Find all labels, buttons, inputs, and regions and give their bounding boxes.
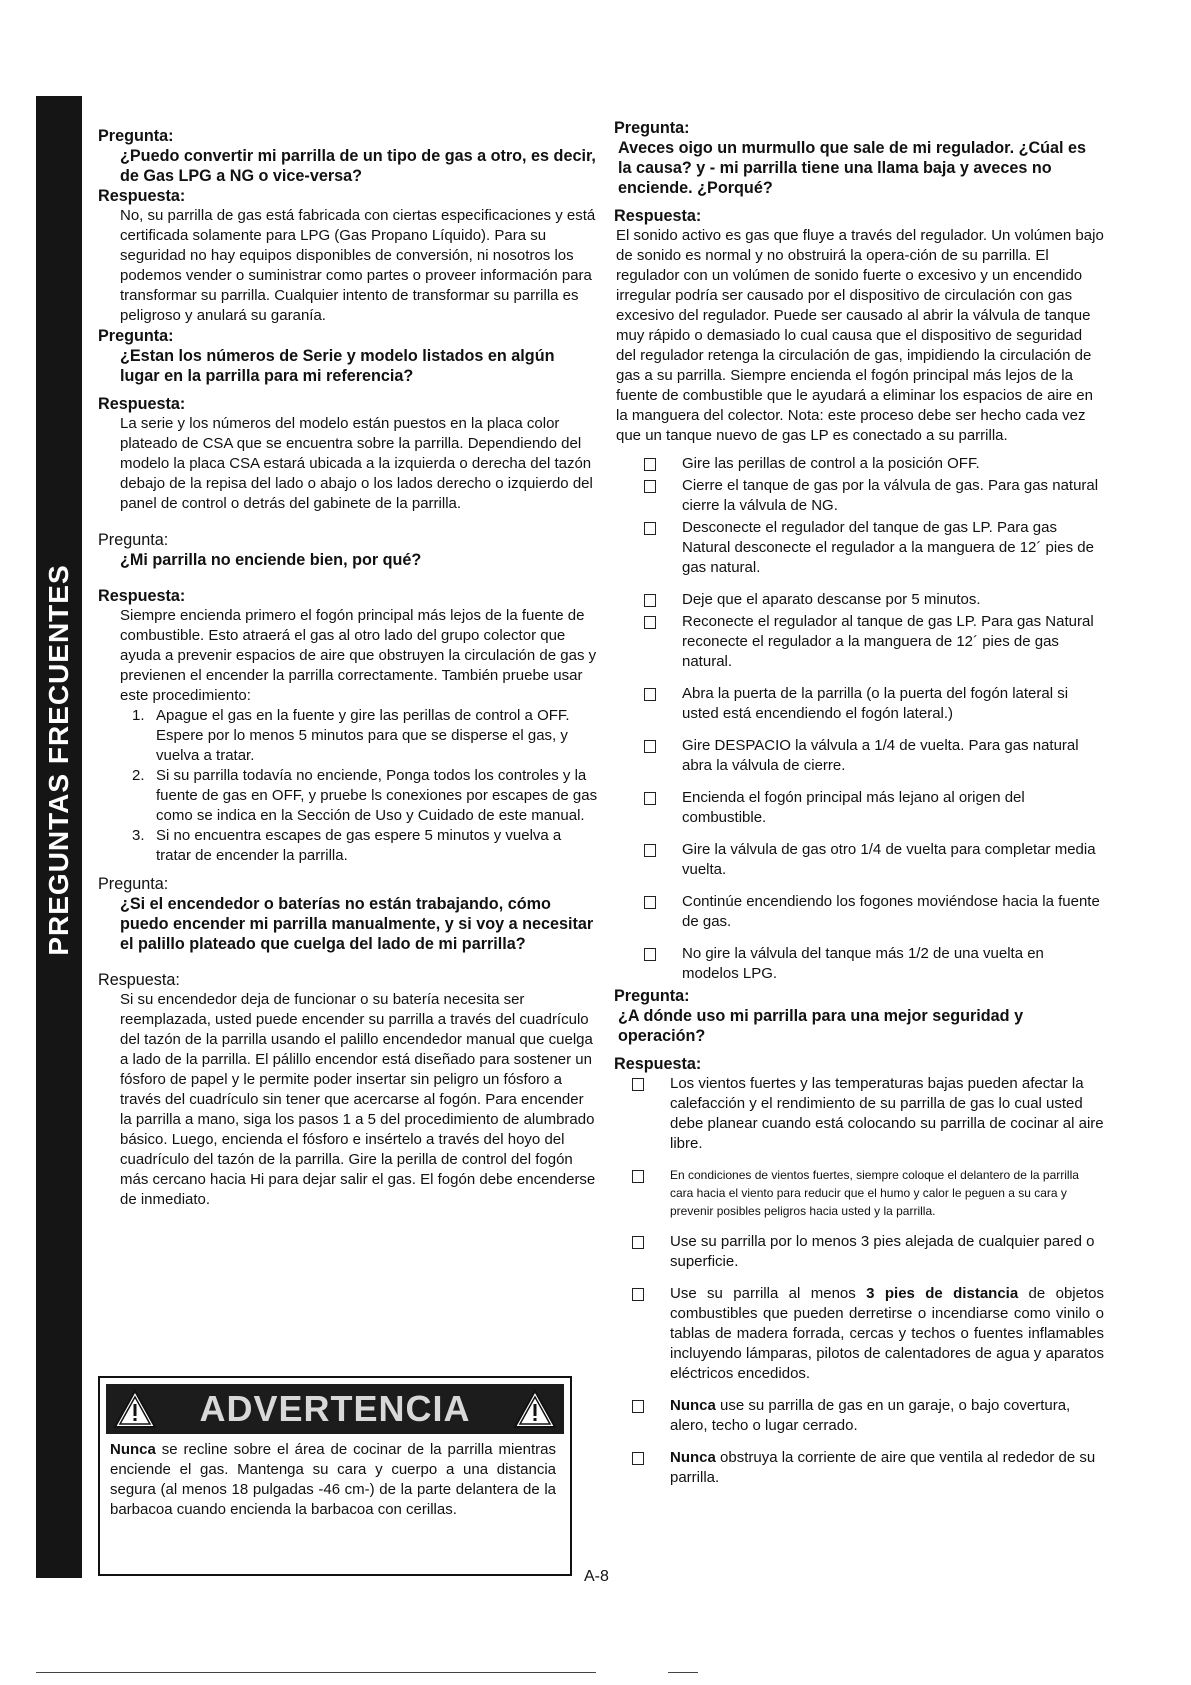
checkbox-icon — [644, 688, 656, 701]
procedure-step: 1. Apague el gas en la fuente y gire las perillas de control a OFF. Espere por lo menos 5 minutos para que se disperse el gas, y vuelva a tratar. — [132, 707, 570, 764]
question-label: Pregunta: — [614, 987, 690, 1005]
answer-text: Si su encendedor deja de funcionar o su batería necesita ser reemplazada, usted puede encender su parrilla a través del cuadrículo del tazón de la parrilla usando el palillo encendedor manual que cuelga a lado de la parrilla. El pálillo encendor está diseñado para sostener un fósforo de papel y le permite poder insertar sin peligro un fósforo a través del cuadrículo sin tener que acercarse al fogón. Para encender la parrilla a mano, siga los pasos 1 a 5 del procedimiento de alumbrado básico. Luego, encienda el fósforo e insértelo a través del hoyo del cuadrículo del tazón de la parrilla. Gire la perilla de control del fogón más cercano hacia Hi para dejar salir el gas. El fogón debe encenderse de inmediato. — [120, 991, 596, 1208]
checkbox-icon — [632, 1400, 644, 1413]
answer-label: Respuesta: — [98, 971, 180, 989]
answer-label: Respuesta: — [614, 1055, 702, 1073]
question-text: ¿Mi parrilla no enciende bien, por qué? — [120, 551, 422, 569]
checkbox-icon — [644, 844, 656, 857]
question-label: Pregunta: — [98, 875, 169, 893]
right-column — [614, 118, 1104, 1490]
checklist-item: No gire la válvula del tanque más 1/2 de una vuelta en modelos LPG. — [614, 944, 1104, 984]
checkbox-icon — [632, 1078, 644, 1091]
checklist-item: Reconecte el regulador al tanque de gas LP. Para gas Natural reconecte el regulador a la manguera de 12´ pies de gas natural. — [614, 612, 1104, 672]
checkbox-icon — [644, 616, 656, 629]
checklist-item: Nunca obstruya la corriente de aire que ventila al rededor de su parrilla. — [614, 1448, 1104, 1488]
checkbox-icon — [632, 1170, 644, 1183]
checklist-item: Desconecte el regulador del tanque de gas LP. Para gas Natural desconecte el regulador a la manguera de 12´ pies de gas natural. — [614, 518, 1104, 578]
checkbox-icon — [644, 480, 656, 493]
warning-header — [106, 1384, 564, 1434]
sidebar-title: PREGUNTAS FRECUENTES — [43, 564, 74, 956]
checklist-item: Abra la puerta de la parrilla (o la puerta del fogón lateral si usted está encendiendo el fogón lateral.) — [614, 684, 1104, 724]
checklist-item: Gire las perillas de control a la posición OFF. — [614, 454, 1104, 474]
warning-text: Nunca se recline sobre el área de cocinar de la parrilla mientras enciende el gas. Mantenga su cara y cuerpo a una distancia segura (al menos 18 pulgadas -46 cm-) de la parte delantera de la barbacoa cuando encienda la barbacoa con cerillas. — [110, 1441, 556, 1518]
checklist — [614, 454, 1104, 984]
question-label: Pregunta: — [614, 119, 690, 137]
answer-label: Respuesta: — [98, 187, 186, 205]
question-text: ¿A dónde uso mi parrilla para una mejor seguridad y operación? — [618, 1007, 1024, 1045]
page-number: A-8 — [584, 1568, 609, 1585]
procedure-step: 3. Si no encuentra escapes de gas espere 5 minutos y vuelva a tratar de encender la parrilla. — [132, 827, 562, 864]
checklist-item: Use su parrilla al menos 3 pies de distancia de objetos combustibles que pueden derretirse o incendiarse como vinilo o tablas de madera forrada, cercas y techos o fuentes inflamables incluyendo lámparas, pilotos de calentadores de agua y aparatos eléctricos encedidos. — [614, 1284, 1104, 1384]
procedure-steps — [98, 706, 598, 866]
answer-label: Respuesta: — [614, 207, 702, 225]
bottom-rule — [36, 1672, 596, 1673]
checklist — [614, 1074, 1104, 1488]
warning-box — [98, 1376, 572, 1576]
warning-triangle-icon — [512, 1388, 558, 1430]
checkbox-icon — [644, 594, 656, 607]
checklist-item: Gire la válvula de gas otro 1/4 de vuelta para completar media vuelta. — [614, 840, 1104, 880]
answer-label: Respuesta: — [98, 395, 186, 413]
question-text: Aveces oigo un murmullo que sale de mi regulador. ¿Cúal es la causa? y - mi parrilla tiene una llama baja y aveces no enciende. ¿Porqué? — [618, 139, 1087, 197]
answer-text: La serie y los números del modelo están puestos en la placa color plateado de CSA que se encuentra sobre la parrilla. Dependiendo del modelo la placa CSA estará ubicada a la izquierda o derecha del tazón debajo de la repisa del lado o abajo o los lados derecho o izquierdo del panel de control o detrás del gabinete de la parrilla. — [120, 415, 593, 512]
answer-text: Siempre encienda primero el fogón principal más lejos de la fuente de combustible. Esto atraerá el gas al otro lado del grupo colector que ayuda a prevenir espacios de aire que obstruyen la circulación de gas y previenen el encender la parrilla correctamente. También pruebe usar este procedimiento: — [120, 607, 597, 704]
checklist-item: Encienda el fogón principal más lejano al origen del combustible. — [614, 788, 1104, 828]
question-text: ¿Si el encendedor o baterías no están trabajando, cómo puedo encender mi parrilla manualmente, y si voy a necesitar el palillo plateado que cuelga del lado de mi parrilla? — [120, 895, 594, 953]
checkbox-icon — [644, 896, 656, 909]
checklist-item: Nunca use su parrilla de gas en un garaje, o bajo covertura, alero, techo o lugar cerrado. — [614, 1396, 1104, 1436]
checkbox-icon — [632, 1288, 644, 1301]
question-text: ¿Puedo convertir mi parrilla de un tipo de gas a otro, es decir, de Gas LPG a NG o vice-versa? — [120, 147, 596, 185]
checklist-item: Cierre el tanque de gas por la válvula de gas. Para gas natural cierre la válvula de NG. — [614, 476, 1104, 516]
answer-text: El sonido activo es gas que fluye a través del regulador. Un volúmen bajo de sonido es normal y no obstruirá la opera-ción de su parrilla. El regulador con un volúmen de sonido fuerte o excesivo y un encendido irregular podría ser causado por el dispositivo de circulación con gas excesivo del regulador. Puede ser causado al abrir la válvula de tanque muy rápido o demasiado lo cual causa que el dispositivo de seguridad del regulador retenga la circulación de gas, impidiendo la circulación de gas a su parrilla. Siempre encienda el fogón principal más lejos de la fuente de combustible que le ayudará a eliminar los espacios de aire en la manguera del colector. Nota: este proceso debe ser hecho cada vez que un tanque nuevo de gas LP es conectado a su parrilla. — [616, 227, 1104, 444]
warning-triangle-icon — [112, 1388, 158, 1430]
question-label: Pregunta: — [98, 531, 169, 549]
checklist-item: En condiciones de vientos fuertes, siempre coloque el delantero de la parrilla cara hacia el viento para reducir que el humo y calor le peguen a su cara y prevenir posibles peligros hacia usted y la parrilla. — [614, 1166, 1104, 1220]
answer-text: No, su parrilla de gas está fabricada con ciertas especificaciones y está certificada solamente para LPG (Gas Propano Líquido). Para su seguridad no hay equipos disponibles de conversión, ni nosotros los podemos vender o suministrar como partes o proveer información para transformar su parrilla. Cualquier intento de transformar su parrilla es peligroso y anulará su garanía. — [120, 207, 596, 324]
checkbox-icon — [632, 1452, 644, 1465]
left-column — [98, 126, 598, 1210]
checkbox-icon — [644, 522, 656, 535]
checkbox-icon — [644, 740, 656, 753]
checkbox-icon — [644, 792, 656, 805]
checklist-item: Los vientos fuertes y las temperaturas bajas pueden afectar la calefacción y el rendimiento de su parrilla de gas lo cual usted debe planear cuando está colocando su parrilla de cocinar al aire libre. — [614, 1074, 1104, 1154]
checkbox-icon — [632, 1236, 644, 1249]
bottom-rule-fragment — [668, 1672, 698, 1673]
checklist-item: Use su parrilla por lo menos 3 pies alejada de cualquier pared o superficie. — [614, 1232, 1104, 1272]
answer-label: Respuesta: — [98, 587, 186, 605]
question-label: Pregunta: — [98, 327, 174, 345]
question-text: ¿Estan los números de Serie y modelo listados en algún lugar en la parrilla para mi referencia? — [120, 347, 555, 385]
checklist-item: Deje que el aparato descanse por 5 minutos. — [614, 590, 1104, 610]
warning-title: ADVERTENCIA — [199, 1388, 471, 1429]
checklist-item: Continúe encendiendo los fogones moviéndose hacia la fuente de gas. — [614, 892, 1104, 932]
checklist-item: Gire DESPACIO la válvula a 1/4 de vuelta. Para gas natural abra la válvula de cierre. — [614, 736, 1104, 776]
checkbox-icon — [644, 948, 656, 961]
question-label: Pregunta: — [98, 127, 174, 145]
procedure-step: 2. Si su parrilla todavía no enciende, Ponga todos los controles y la fuente de gas en OFF, y pruebe ls conexiones por escapes de gas como se indica en la Sección de Uso y Cuidado de este manual. — [132, 767, 598, 824]
checkbox-icon — [644, 458, 656, 471]
